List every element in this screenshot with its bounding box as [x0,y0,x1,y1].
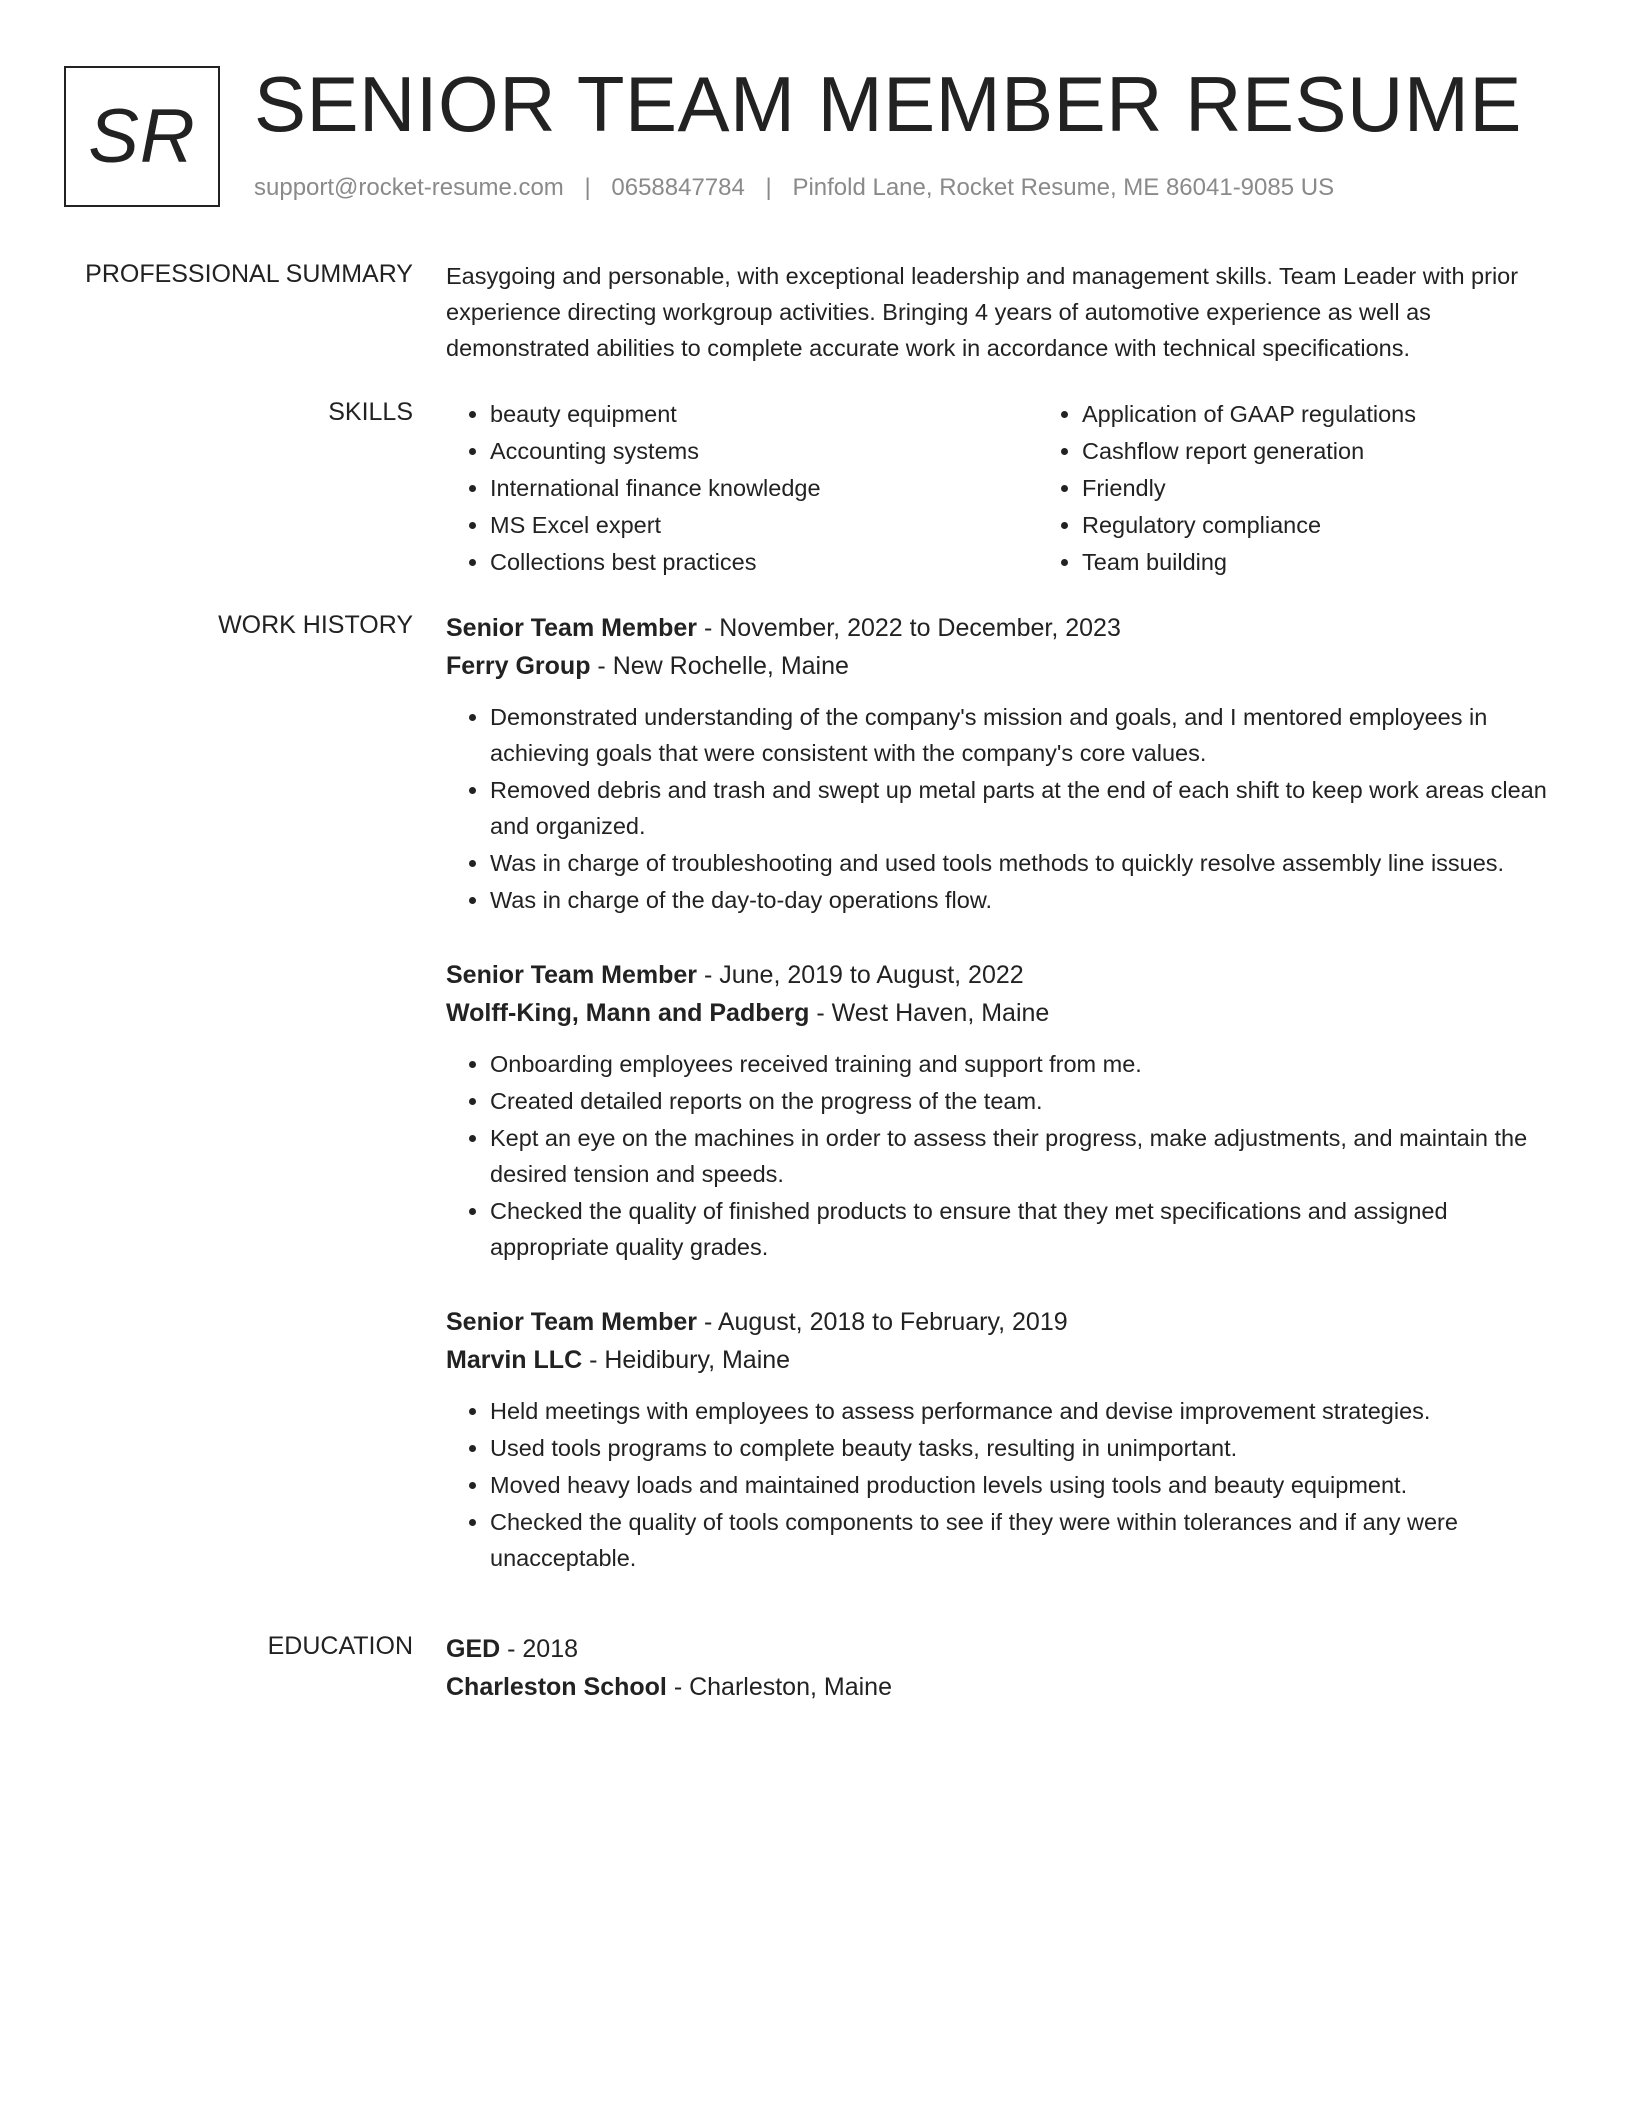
summary-label: PROFESSIONAL SUMMARY [85,260,413,288]
education-degree-line [446,1630,1556,1668]
education-school: Charleston School [446,1673,667,1701]
job-bullet: • Checked the quality of finished products to ensure that they met specifications and assigned appropriate quality grades. [490,1193,1556,1265]
job-company-line [446,1341,1556,1379]
education-degree: GED [446,1635,501,1663]
job-company: Ferry Group [446,652,591,680]
skill-item: • MS Excel expert [490,507,1038,543]
job-bullet: • Moved heavy loads and maintained production levels using tools and beauty equipment. [490,1467,1556,1503]
skill-item: • Cashflow report generation [1082,433,1630,469]
job-bullet: • Held meetings with employees to assess performance and devise improvement strategies. [490,1393,1556,1429]
job-title: Senior Team Member [446,1308,698,1336]
job-location: - West Haven, Maine [809,999,1050,1027]
job-bullet: • Checked the quality of tools components to see if they were within tolerances and if any were unacceptable. [490,1504,1556,1576]
contact-email: support@rocket-resume.com [254,174,564,201]
skill-item: • Friendly [1082,470,1630,506]
job-bullet: • Was in charge of troubleshooting and used tools methods to quickly resolve assembly line issues. [490,845,1556,881]
skill-item: • Collections best practices [490,544,1038,580]
job-location: - New Rochelle, Maine [590,652,849,680]
work-history-label: WORK HISTORY [218,611,413,639]
job-company: Marvin LLC [446,1346,583,1374]
education-school-line [446,1668,1556,1706]
job-bullet: • Kept an eye on the machines in order to assess their progress, make adjustments, and maintain the desired tension and speeds. [490,1120,1556,1192]
job-title: Senior Team Member [446,614,698,642]
job-location: - Heidibury, Maine [582,1346,791,1374]
job-title-line [446,956,1556,994]
contact-line [254,174,1334,202]
contact-separator: | [765,174,772,201]
skill-item: • International finance knowledge [490,470,1038,506]
contact-separator: | [584,174,591,201]
job-title-line [446,1303,1556,1341]
job-bullets [446,1046,1556,1265]
skill-item: • Accounting systems [490,433,1038,469]
resume-header [64,60,1564,211]
skills-list-left [446,396,1038,581]
job-dates: - August, 2018 to February, 2019 [697,1308,1068,1336]
skill-item: • Application of GAAP regulations [1082,396,1630,432]
job-company-line [446,994,1556,1032]
job-entry [446,609,1556,918]
skill-item: • Regulatory compliance [1082,507,1630,543]
summary-text: Easygoing and personable, with exceptional leadership and management skills. Team Leader with prior experience directing workgroup activities. Bringing 4 years of automotive experience as well as demonstrated abilities to complete accurate work in accordance with technical specifications. [446,263,1519,361]
job-entry [446,956,1556,1265]
skills-label: SKILLS [328,398,413,426]
contact-phone: 0658847784 [611,174,745,201]
job-bullet: • Onboarding employees received training and support from me. [490,1046,1556,1082]
job-dates: - November, 2022 to December, 2023 [697,614,1121,642]
skills-body [446,396,1556,581]
skill-item: • beauty equipment [490,396,1038,432]
job-entry [446,1303,1556,1576]
job-title-line [446,609,1556,647]
education-year: - 2018 [500,1635,579,1663]
contact-address: Pinfold Lane, Rocket Resume, ME 86041-9085 US [792,174,1335,201]
job-bullet: • Used tools programs to complete beauty tasks, resulting in unimportant. [490,1430,1556,1466]
job-dates: - June, 2019 to August, 2022 [697,961,1024,989]
work-history-body [446,609,1556,1614]
education-location: - Charleston, Maine [666,1673,892,1701]
job-bullet: • Created detailed reports on the progress of the team. [490,1083,1556,1119]
job-bullet: • Removed debris and trash and swept up metal parts at the end of each shift to keep work areas clean and organized. [490,772,1556,844]
job-bullet: • Demonstrated understanding of the company's mission and goals, and I mentored employees in achieving goals that were consistent with the company's core values. [490,699,1556,771]
education-body [446,1630,1556,1706]
job-company-line [446,647,1556,685]
education-label: EDUCATION [267,1632,413,1660]
resume-title: SENIOR TEAM MEMBER RESUME [254,60,1522,148]
job-bullets [446,1393,1556,1576]
job-title: Senior Team Member [446,961,698,989]
job-bullet: • Was in charge of the day-to-day operations flow. [490,882,1556,918]
skill-item: • Team building [1082,544,1630,580]
job-bullets [446,699,1556,918]
skills-list-right [1038,396,1630,581]
monogram-badge: SR [64,66,220,207]
job-company: Wolff-King, Mann and Padberg [446,999,810,1027]
